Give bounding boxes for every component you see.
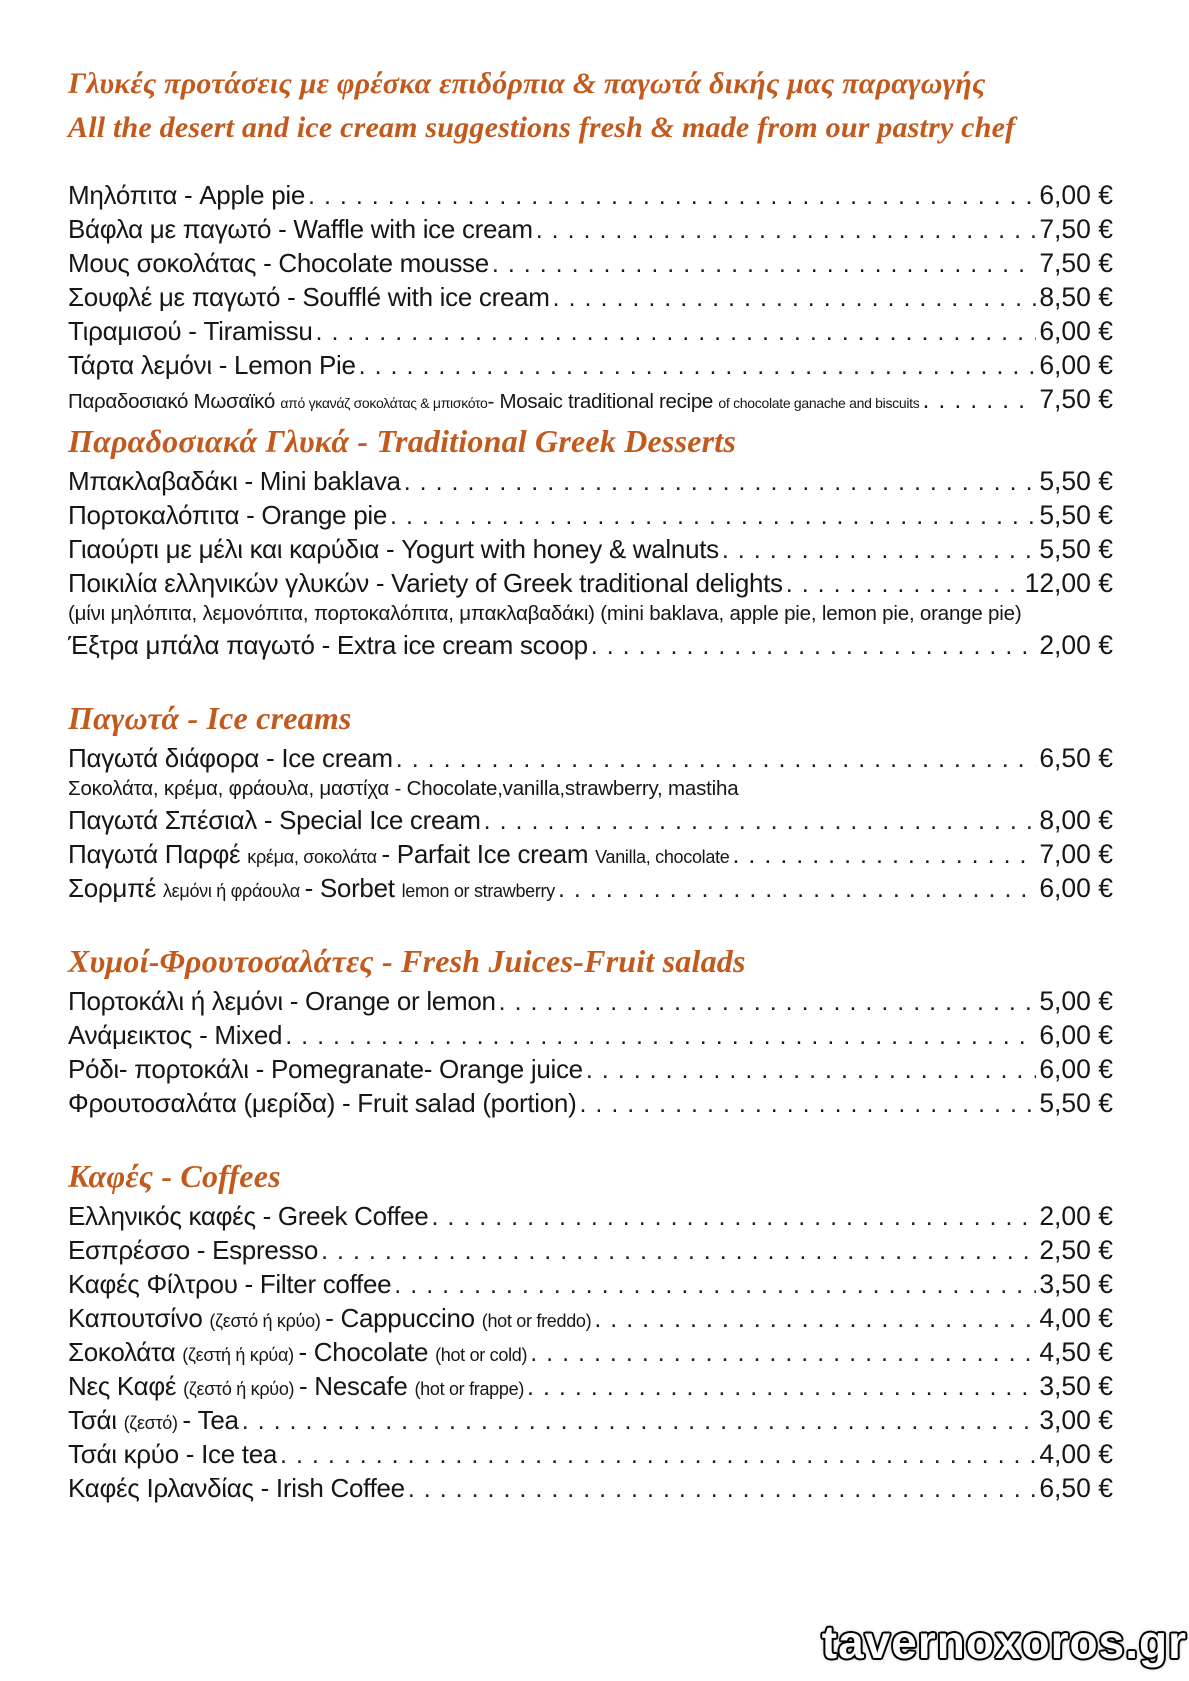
menu-header-greek: Γλυκές προτάσεις με φρέσκα επιδόρπια & παγωτά δικής μας παραγωγής (68, 67, 986, 100)
item-name-main: Εσπρέσσο - Espresso (68, 1235, 319, 1265)
menu-item-row (68, 348, 1113, 382)
item-name-main: Παραδοσιακό Μωσαϊκό (68, 390, 281, 413)
menu-header (68, 62, 1113, 150)
item-name (68, 628, 588, 662)
dot-leader (579, 1087, 1036, 1125)
dot-leader (594, 1302, 1036, 1340)
item-price: 5,50 € (1039, 466, 1113, 496)
item-name-main: - Cappuccino (325, 1303, 482, 1333)
item-name-main: Ρόδι- πορτοκάλι - Pomegranate- Orange juice (68, 1054, 583, 1084)
item-name (68, 212, 533, 246)
item-name-main: Γιαούρτι με μέλι και καρύδια - Yogurt with honey & walnuts (68, 534, 719, 564)
item-price: 8,50 € (1039, 282, 1113, 312)
menu-item-row (68, 464, 1113, 498)
item-name-main: Παγωτά Σπέσιαλ - Special Ice cream (68, 805, 481, 835)
menu-item-row (68, 1301, 1113, 1335)
item-name (68, 1233, 318, 1267)
menu-item-row (68, 178, 1113, 212)
dot-leader (359, 349, 1037, 387)
item-name-detail: Vanilla, chocolate (595, 847, 730, 867)
item-name-main: Μους σοκολάτας - Chocolate mousse (68, 248, 489, 278)
item-price: 6,00 € (1039, 350, 1113, 380)
item-price: 6,00 € (1039, 873, 1113, 903)
item-name-detail: (hot or freddo) (481, 1311, 592, 1331)
item-name-detail: lemon or strawberry (401, 881, 555, 901)
site-watermark: tavernoxoros.gr (821, 1616, 1187, 1668)
dot-leader (431, 1200, 1036, 1238)
item-name (68, 741, 393, 775)
item-name-main: Σοκολάτα (68, 1337, 183, 1367)
item-name (68, 566, 783, 600)
dot-leader (408, 1472, 1037, 1510)
item-name-detail: (ζεστό) (123, 1413, 183, 1433)
item-price: 3,50 € (1039, 1269, 1113, 1299)
menu-item-row (68, 1471, 1113, 1505)
item-name-main: Καπουτσίνο (68, 1303, 210, 1333)
item-name-main: Πορτοκαλόπιτα - Orange pie (68, 500, 388, 530)
item-price: 5,50 € (1039, 500, 1113, 530)
item-name (68, 1369, 524, 1406)
item-name (68, 984, 496, 1018)
item-name (68, 871, 555, 908)
dot-leader (321, 1234, 1036, 1272)
menu-item-row (68, 803, 1113, 837)
item-note: (μίνι μηλόπιτα, λεμονόπιτα, πορτοκαλόπιτα, μπακλαβαδάκι) (mini baklava, apple pie, lemon pie, orange pie) (68, 602, 1022, 625)
item-name (68, 464, 401, 498)
item-name-main: Πορτοκάλι ή λεμόνι - Orange or lemon (68, 986, 496, 1016)
item-price: 6,00 € (1039, 1054, 1113, 1084)
menu-item-row (68, 1335, 1113, 1369)
item-name-main: Ανάμεικτος - Mixed (68, 1020, 283, 1050)
item-price: 3,00 € (1039, 1405, 1113, 1435)
dot-leader (732, 838, 1036, 876)
item-name-main: Ποικιλία ελληνικών γλυκών - Variety of Greek traditional delights (68, 568, 783, 598)
item-price: 3,50 € (1039, 1371, 1113, 1401)
item-name-main: - Nescafe (298, 1371, 415, 1401)
item-name-detail: of chocolate ganache and biscuits (718, 395, 920, 411)
menu-item-row (68, 532, 1113, 566)
menu-item-row (68, 314, 1113, 348)
item-name-main: Τάρτα λεμόνι - Lemon Pie (68, 350, 356, 380)
item-price: 2,00 € (1039, 1201, 1113, 1231)
item-price: 7,50 € (1039, 384, 1113, 414)
menu-section (68, 941, 1113, 1120)
item-name (68, 178, 305, 212)
item-name-main: - Sorbet (304, 873, 402, 903)
menu-item-row (68, 246, 1113, 280)
item-name-detail: λεμόνι ή φράουλα (162, 881, 305, 901)
section-heading: Παγωτά - Ice creams (68, 700, 352, 736)
item-name-main: Φρουτοσαλάτα (μερίδα) - Fruit salad (portion) (68, 1088, 577, 1118)
item-price: 6,00 € (1039, 316, 1113, 346)
item-price: 4,50 € (1039, 1337, 1113, 1367)
item-name (68, 385, 919, 420)
item-name-detail: (ζεστό ή κρύο) (209, 1311, 326, 1331)
item-name-main: Παγωτά Παρφέ (68, 839, 248, 869)
menu-item-row (68, 1403, 1113, 1437)
menu-item-row (68, 741, 1113, 775)
item-price: 6,50 € (1039, 1473, 1113, 1503)
item-name (68, 803, 481, 837)
item-name-main: - Parfait Ice cream (381, 839, 596, 869)
dot-leader (527, 1370, 1036, 1408)
menu-item-row (68, 382, 1113, 416)
item-name (68, 280, 550, 314)
menu-item-row (68, 837, 1113, 871)
dot-leader (530, 1336, 1036, 1374)
item-name-main: Νες Καφέ (68, 1371, 184, 1401)
dot-leader (553, 281, 1037, 319)
item-name-main: - Tea (182, 1405, 239, 1435)
section-heading: Παραδοσιακά Γλυκά - Traditional Greek Desserts (68, 423, 737, 459)
item-name-main: Σουφλέ με παγωτό - Soufflé with ice cream (68, 282, 550, 312)
item-name (68, 348, 356, 382)
item-name-main: Τσάι (68, 1405, 124, 1435)
item-price: 5,00 € (1039, 986, 1113, 1016)
menu-item-row (68, 1086, 1113, 1120)
dot-leader (558, 872, 1036, 910)
item-name-detail: (hot or frappe) (414, 1379, 525, 1399)
item-name (68, 1335, 527, 1372)
dot-leader (591, 629, 1037, 667)
dot-leader (492, 247, 1036, 285)
item-name-main: - Mosaic traditional recipe (487, 390, 719, 413)
item-name (68, 1301, 591, 1338)
menu-item-row (68, 984, 1113, 1018)
item-name (68, 246, 489, 280)
item-name (68, 532, 719, 566)
dot-leader (404, 465, 1037, 503)
item-name-main: Βάφλα με παγωτό - Waffle with ice cream (68, 214, 533, 244)
dot-leader (586, 1053, 1036, 1091)
item-price: 6,50 € (1039, 743, 1113, 773)
item-price: 7,50 € (1039, 214, 1113, 244)
item-name-main: Μπακλαβαδάκι - Mini baklava (68, 466, 401, 496)
item-name (68, 1086, 576, 1120)
item-price: 6,00 € (1039, 180, 1113, 210)
item-price: 4,00 € (1039, 1303, 1113, 1333)
menu-item-row (68, 1233, 1113, 1267)
menu-header-english: All the desert and ice cream suggestions fresh & made from our pastry chef (68, 111, 1016, 144)
item-name-main: Παγωτά διάφορα - Ice cream (68, 743, 393, 773)
item-name-detail: (hot or cold) (435, 1345, 528, 1365)
menu-item-row (68, 280, 1113, 314)
item-price: 2,00 € (1039, 630, 1113, 660)
menu-item-row (68, 1267, 1113, 1301)
item-price: 5,50 € (1039, 1088, 1113, 1118)
menu-item-row (68, 566, 1113, 600)
item-name (68, 1437, 277, 1471)
item-name-main: Τιραμισού - Tiramissu (68, 316, 313, 346)
item-name-main: Ελληνικός καφές - Greek Coffee (68, 1201, 429, 1231)
item-name-main: Έξτρα μπάλα παγωτό - Extra ice cream scoop (68, 630, 588, 660)
dot-leader (316, 315, 1037, 353)
item-price: 12,00 € (1024, 568, 1113, 598)
item-name (68, 314, 313, 348)
item-price: 6,00 € (1039, 1020, 1113, 1050)
menu-item-row (68, 1018, 1113, 1052)
menu-item-row (68, 498, 1113, 532)
section-heading: Καφές - Coffees (68, 1158, 281, 1194)
item-note: Σοκολάτα, κρέμα, φράουλα, μαστίχα - Chocolate,vanilla,strawberry, mastiha (68, 777, 739, 800)
item-name (68, 1471, 405, 1505)
menu-section (68, 178, 1113, 416)
item-name-detail: κρέμα, σοκολάτα (247, 847, 382, 867)
dot-leader (922, 383, 1036, 421)
item-name-main: Καφές Φίλτρου - Filter coffee (68, 1269, 392, 1299)
menu-item-row (68, 1052, 1113, 1086)
menu-item-row (68, 1369, 1113, 1403)
menu-sections (68, 178, 1113, 1505)
item-name (68, 1267, 391, 1301)
menu-item-row (68, 1199, 1113, 1233)
dot-leader (536, 213, 1037, 251)
section-heading: Χυμοί-Φρουτοσαλάτες - Fresh Juices-Fruit salads (68, 943, 746, 979)
menu-item-row (68, 1437, 1113, 1471)
item-name (68, 1403, 239, 1440)
item-name-detail: (ζεστή ή κρύα) (182, 1345, 299, 1365)
menu-section (68, 421, 1113, 662)
item-price: 5,50 € (1039, 534, 1113, 564)
item-name (68, 1199, 428, 1233)
item-name-main: Σορμπέ (68, 873, 163, 903)
menu-item-row (68, 871, 1113, 905)
item-name (68, 837, 729, 874)
item-name-detail: (ζεστό ή κρύο) (183, 1379, 299, 1399)
item-price: 8,00 € (1039, 805, 1113, 835)
menu-section (68, 1156, 1113, 1505)
item-name-main: Μηλόπιτα - Apple pie (68, 180, 305, 210)
menu-item-row (68, 628, 1113, 662)
dot-leader (242, 1404, 1037, 1442)
item-price: 4,00 € (1039, 1439, 1113, 1469)
item-name-main: - Chocolate (298, 1337, 436, 1367)
item-price: 7,50 € (1039, 248, 1113, 278)
item-name (68, 498, 387, 532)
item-name-detail: από γκανάζ σοκολάτας & μπισκότο (280, 395, 488, 411)
item-name-main: Τσάι κρύο - Ice tea (68, 1439, 278, 1469)
item-name (68, 1052, 583, 1086)
item-price: 7,00 € (1039, 839, 1113, 869)
menu-section (68, 698, 1113, 905)
item-price: 2,50 € (1039, 1235, 1113, 1265)
item-name-main: Καφές Ιρλανδίας - Irish Coffee (68, 1473, 405, 1503)
dot-leader (499, 985, 1037, 1023)
menu-item-row (68, 212, 1113, 246)
item-name (68, 1018, 282, 1052)
